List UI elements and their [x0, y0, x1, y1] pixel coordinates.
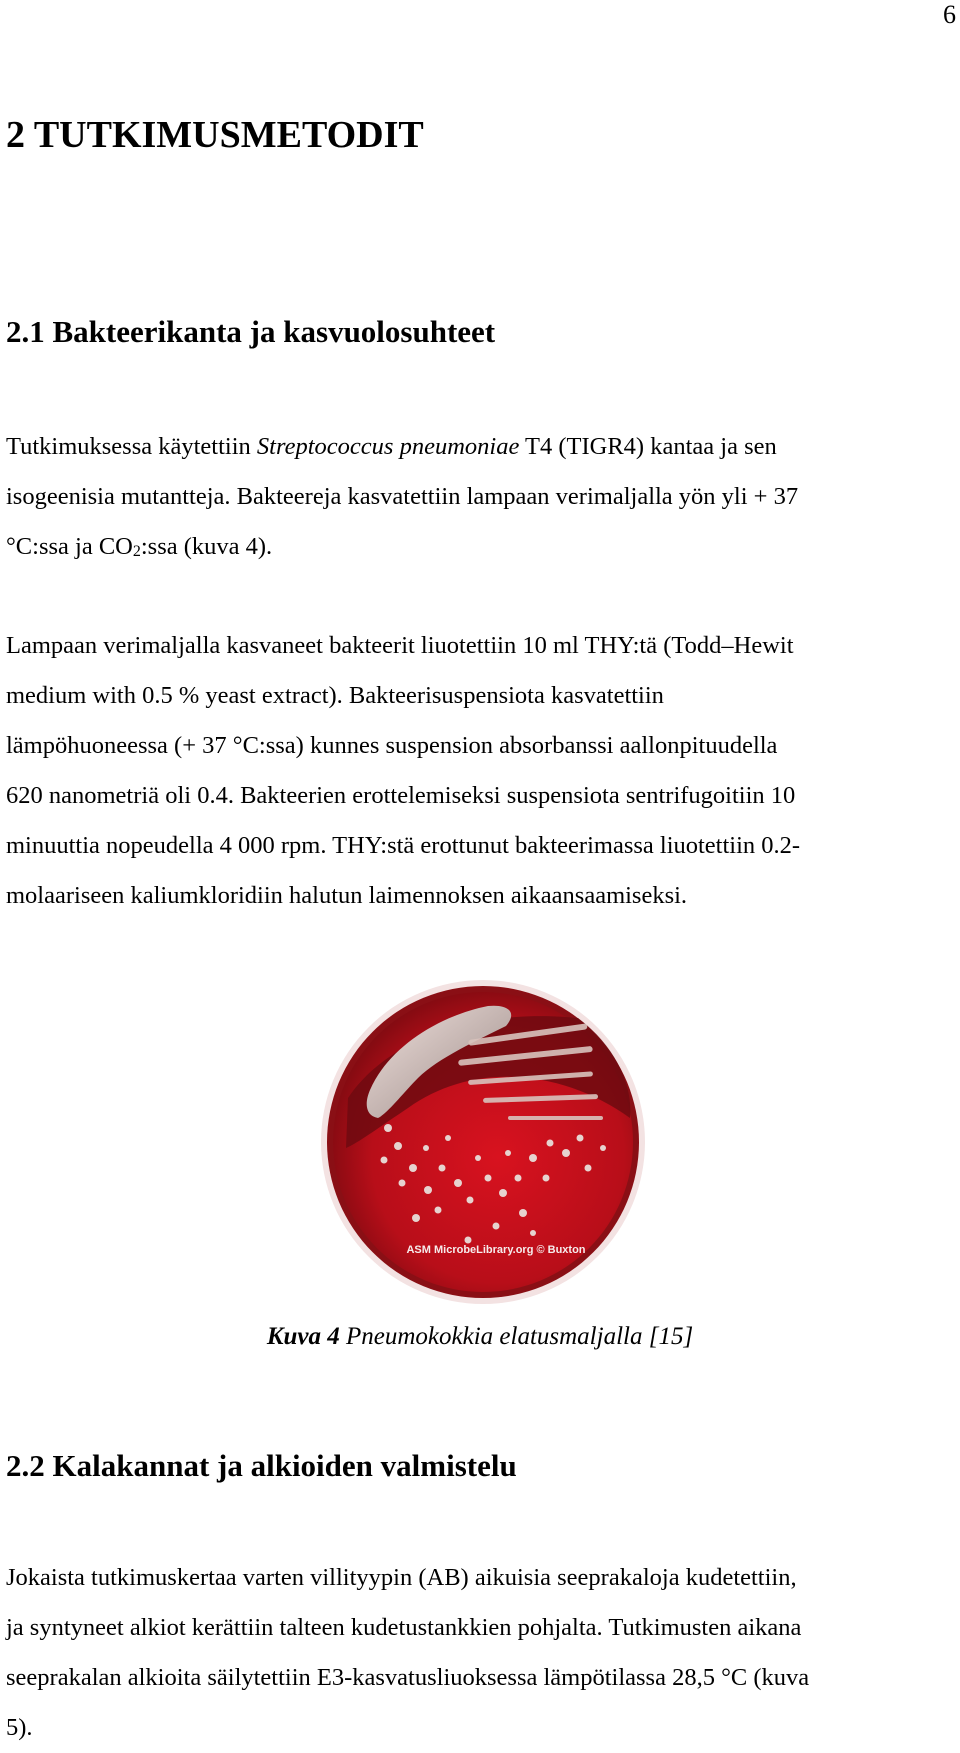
paragraph-line: °C:ssa ja $CO_2:ssa$ (kuva 4). — [6, 533, 273, 560]
paragraph-zebrafish — [6, 1553, 956, 1753]
paragraph-line: seeprakalan alkioita säilytettiin E3-kasvatusliuoksessa lämpötilassa 28,5 °C (kuva — [6, 1664, 810, 1691]
subscript: 2 — [132, 543, 141, 560]
petri-dish-illustration — [318, 978, 648, 1306]
blood-agar-plate-image — [318, 978, 648, 1306]
paragraph-line: Lampaan verimaljalla kasvaneet bakteerit liuotettiin 10 ml THY:tä (Todd–Hewit — [6, 632, 794, 659]
paragraph-line: minuuttia nopeudella 4 000 rpm. THY:stä erottunut bakteerimassa liuotettiin 0.2- — [6, 832, 801, 859]
page-number: 6 — [943, 0, 956, 29]
figure-caption — [0, 1319, 960, 1355]
paragraph-line: isogeenisia mutantteja. Bakteereja kasvatettiin lampaan verimaljalla yön yli + 37 — [6, 483, 799, 510]
paragraph-line: 5). — [6, 1714, 33, 1741]
paragraph-strain — [6, 422, 956, 572]
paragraph-line: molaariseen kaliumkloridiin halutun laimennoksen aikaansaamiseksi. — [6, 882, 688, 909]
image-watermark: ASM MicrobeLibrary.org © Buxton — [406, 1244, 586, 1256]
paragraph-line: medium with 0.5 % yeast extract). Bakteerisuspensiota kasvatettiin — [6, 682, 664, 709]
section-title-bacteria: 2.1 Bakteerikanta ja kasvuolosuhteet — [6, 314, 496, 349]
paragraph-line: ja syntyneet alkiot kerättiin talteen kudetustankkien pohjalta. Tutkimusten aikana — [6, 1614, 802, 1641]
chapter-title: 2 TUTKIMUSMETODIT — [6, 114, 424, 156]
paragraph-line: Tutkimuksessa käytettiin Streptococcus pneumoniae T4 (TIGR4) kantaa ja sen — [6, 433, 777, 460]
paragraph-suspension — [6, 621, 956, 921]
species-name: Streptococcus pneumoniae — [256, 433, 520, 460]
paragraph-line: Jokaista tutkimuskertaa varten villityypin (AB) aikuisia seeprakaloja kudetettiin, — [6, 1564, 797, 1591]
caption-label: Kuva 4 — [266, 1323, 340, 1350]
paragraph-line: lämpöhuoneessa (+ 37 °C:ssa) kunnes suspension absorbanssi aallonpituudella — [6, 732, 778, 759]
caption-text: Pneumokokkia elatusmaljalla [15] — [339, 1323, 694, 1350]
section-title-fish: 2.2 Kalakannat ja alkioiden valmistelu — [6, 1448, 517, 1483]
paragraph-line: 620 nanometriä oli 0.4. Bakteerien erottelemiseksi suspensiota sentrifugoitiin 10 — [6, 782, 796, 809]
